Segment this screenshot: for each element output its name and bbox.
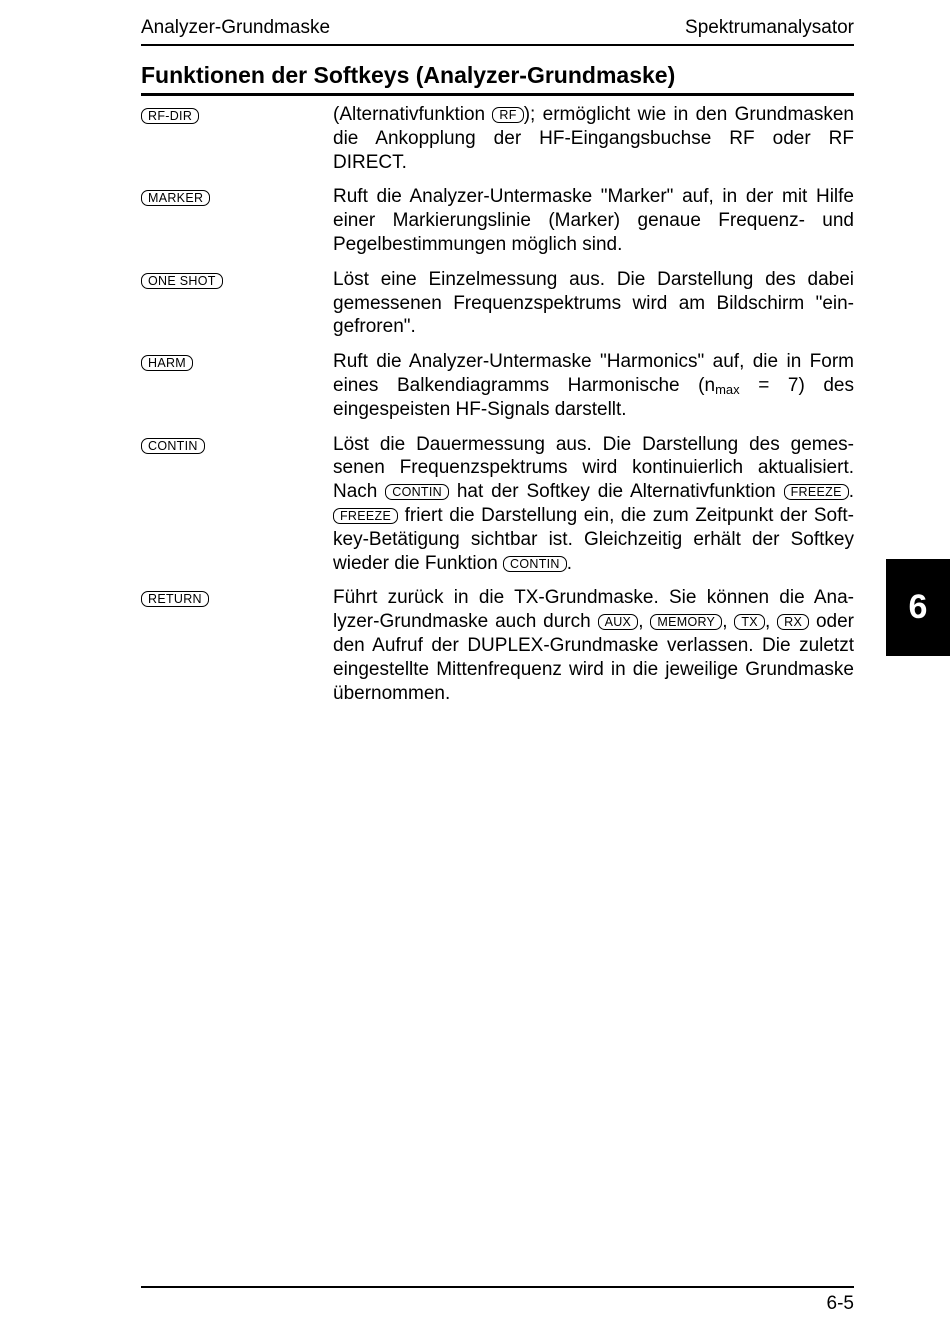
softkey-entry-harm bbox=[141, 350, 854, 421]
header-right: Spektrumanalysator bbox=[685, 17, 854, 38]
softkey-description: Löst eine Einzelmessung aus. Die Darstellung des dabei gemessenen Frequenzspektrums wird am Bildschirm "eingefroren". bbox=[333, 268, 854, 338]
key-freeze: FREEZE bbox=[784, 484, 849, 500]
softkey-entry-one-shot bbox=[141, 268, 854, 339]
softkey-list bbox=[141, 103, 854, 716]
page-number: 6-5 bbox=[826, 1293, 854, 1314]
softkey-contin: CONTIN bbox=[141, 438, 205, 454]
key-rx: RX bbox=[777, 614, 809, 630]
softkey-one-shot: ONE SHOT bbox=[141, 273, 223, 289]
softkey-entry-rf-dir bbox=[141, 103, 854, 174]
softkey-description: (Alternativfunktion RF ); ermöglicht wie in den Grundmasken die Ankopplung der HF-Eingangsbuchse RF oder RF DIRECT. bbox=[333, 104, 854, 173]
key-tx: TX bbox=[734, 614, 765, 630]
footer-rule bbox=[141, 1286, 854, 1288]
softkey-description: Ruft die Analyzer-Untermaske "Marker" auf, in der mit Hilfe einer Markierungslinie (Marker) genaue Frequenz- und Pegelbestimmungen möglich sind. bbox=[333, 186, 854, 255]
key-contin: CONTIN bbox=[503, 556, 567, 572]
softkey-return: RETURN bbox=[141, 591, 209, 607]
key-rf: RF bbox=[492, 107, 523, 123]
running-header bbox=[141, 16, 854, 40]
softkey-entry-marker bbox=[141, 185, 854, 256]
chapter-tab: 6 bbox=[886, 559, 950, 656]
key-aux: AUX bbox=[598, 614, 639, 630]
header-rule bbox=[141, 44, 854, 46]
softkey-description: Ruft die Analyzer-Untermaske "Harmonics" auf, die in Form eines Balkendiagramms Harmonische $(n_{max} = 7)$ des eingespeisten HF-Signals darstellt. bbox=[333, 351, 854, 420]
key-freeze: FREEZE bbox=[333, 508, 398, 524]
softkey-rf-dir: RF-DIR bbox=[141, 108, 199, 124]
softkey-harm: HARM bbox=[141, 355, 193, 371]
key-memory: MEMORY bbox=[650, 614, 722, 630]
softkey-description: Löst die Dauermessung aus. Die Darstellung des gemessenen Frequenzspektrums wird kontinuierlich aktualisiert. Nach CONTIN hat der Softkey die Alternativfunktion FREEZE . FREEZE friert die Darstellung ein, die zum Zeitpunkt der Softkey-Betätigung sichtbar ist. Gleichzeitig erhält der Softkey wieder die Funktion CONTIN . bbox=[333, 433, 854, 574]
header-left: Analyzer-Grundmaske bbox=[141, 17, 331, 38]
title-rule bbox=[141, 93, 854, 96]
softkey-entry-return bbox=[141, 586, 854, 705]
softkey-entry-contin bbox=[141, 433, 854, 576]
section-title: Funktionen der Softkeys (Analyzer-Grundmaske) bbox=[141, 62, 676, 88]
softkey-marker: MARKER bbox=[141, 190, 210, 206]
key-contin: CONTIN bbox=[385, 484, 449, 500]
softkey-description: Führt zurück in die TX-Grundmaske. Sie können die Analyzer-Grundmaske auch durch AUX , MEMORY , TX , RX oder den Aufruf der DUPLEX-Grundmaske verlassen. Die zuletzt eingestellte Mittenfrequenz wird in die jeweilige Grundmaske übernommen. bbox=[333, 587, 855, 704]
